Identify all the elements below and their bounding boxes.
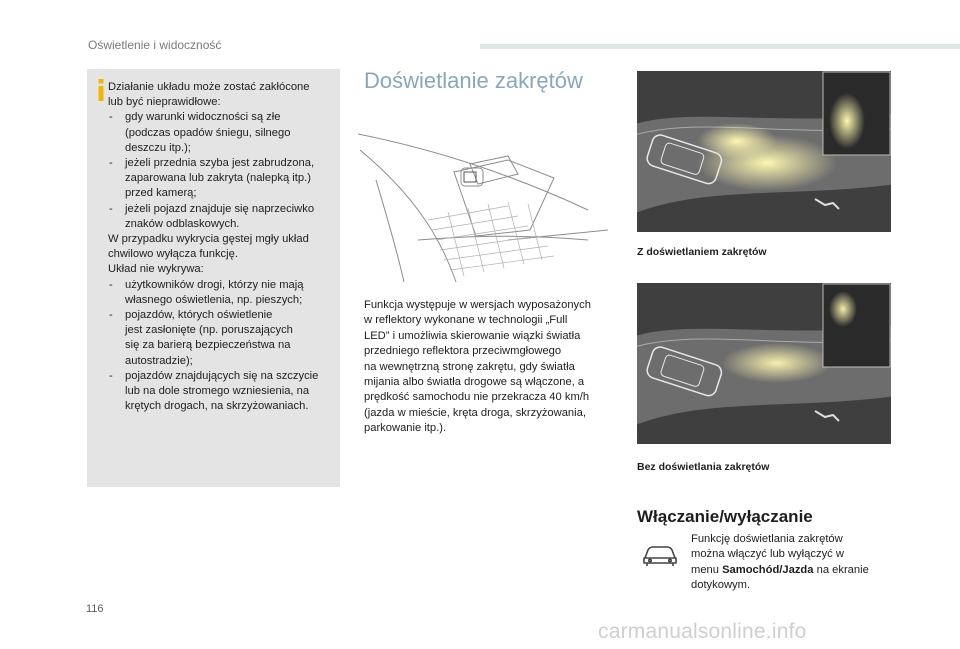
headlight-sketch	[358, 120, 616, 282]
conditions-list	[108, 110, 333, 232]
list-item: - pojazdów, których oświetlenie jest zasłonięte (np. poruszających się za barierą bezpieczeństwa na autostradzie);	[108, 308, 333, 369]
list-item: - gdy warunki widoczności są złe (podczas opadów śniegu, silnego deszczu itp.);	[108, 110, 333, 156]
info-text	[108, 80, 333, 414]
list-item: - pojazdów znajdujących się na szczycie lub na dole stromego wzniesienia, na krętych drogach, na skrzyżowaniach.	[108, 369, 333, 415]
info-box	[87, 69, 340, 487]
menu-path: Samochód/Jazda	[722, 563, 814, 576]
figure-caption: Z doświetlaniem zakrętów	[637, 246, 767, 258]
figure-without-cornering-light	[637, 283, 891, 444]
watermark: carmanualsonline.info	[598, 620, 807, 643]
not-detected-label: Układ nie wykrywa:	[108, 263, 204, 276]
page-title: Doświetlanie zakrętów	[364, 68, 583, 93]
header-bar	[480, 44, 960, 49]
car-icon	[642, 542, 678, 568]
feature-description: Funkcja występuje w wersjach wyposażonych w reflektory wykonane w technologii „Full LED” i umożliwia skierowanie wiązki światła przedniego reflektora przeciwmgłowego na wewnętrzną stronę zakrętu, gdy światła mijania albo światła drogowe są włączone, a prędkość samochodu nie przekracza 40 km/h (jazda w mieście, kręta droga, skrzyżowania, parkowanie itp.).	[364, 299, 591, 435]
list-item: - jeżeli pojazd znajduje się naprzeciwko znaków odblaskowych.	[108, 202, 333, 232]
info-icon	[95, 79, 107, 101]
info-intro: Działanie układu może zostać zakłócone lub być nieprawidłowe:	[108, 81, 310, 109]
toggle-instructions: Funkcję doświetlania zakrętów można włączyć lub wyłączyć w menu Samochód/Jazda na ekranie dotykowym.	[691, 533, 869, 592]
page-number: 116	[86, 603, 104, 615]
list-item: - użytkowników drogi, którzy nie mają własnego oświetlenia, np. pieszych;	[108, 278, 333, 308]
section-heading: Włączanie/wyłączanie	[637, 507, 813, 526]
fog-note: W przypadku wykrycia gęstej mgły układ chwilowo wyłącza funkcję.	[108, 233, 309, 261]
exclusions-list	[108, 278, 333, 415]
figure-with-cornering-light	[637, 71, 891, 232]
section-title: Oświetlenie i widoczność	[88, 38, 222, 52]
list-item: - jeżeli przednia szyba jest zabrudzona, zaparowana lub zakryta (nalepką itp.) przed kamerą;	[108, 156, 333, 202]
figure-caption: Bez doświetlania zakrętów	[637, 461, 770, 473]
